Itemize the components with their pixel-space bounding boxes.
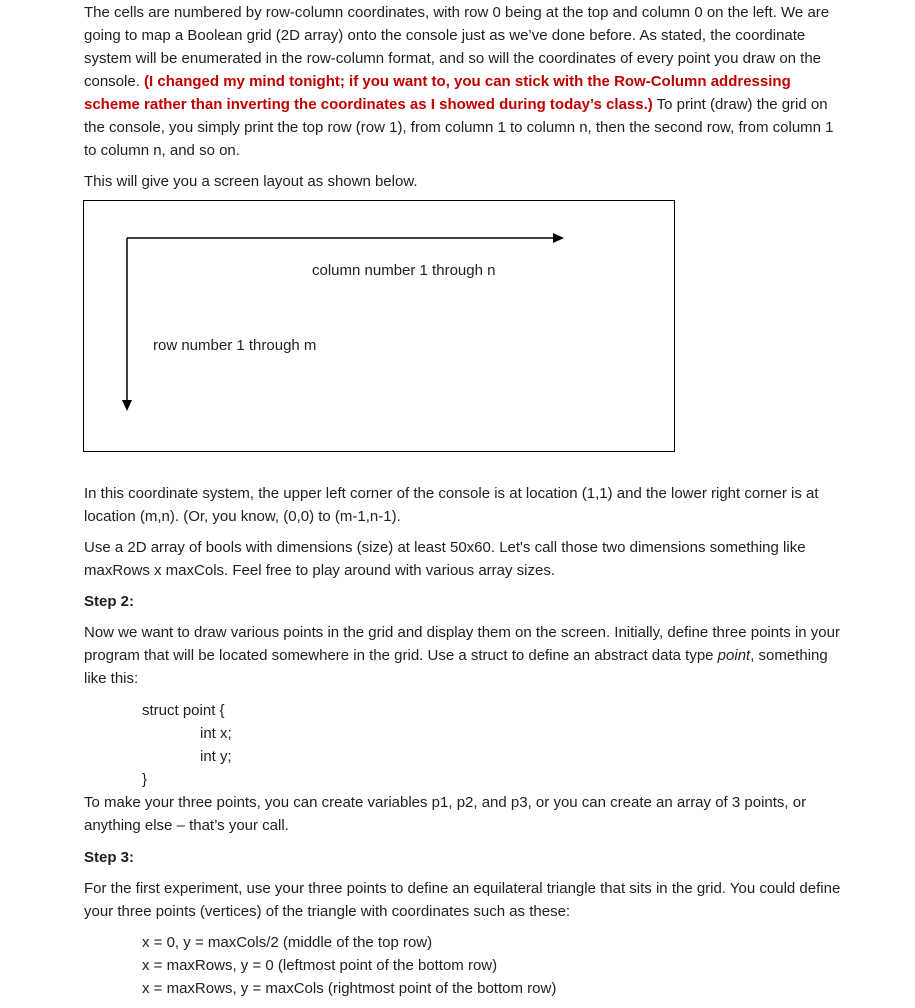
code-int-x: int x; bbox=[200, 725, 232, 742]
intro-paragraph bbox=[84, 1, 844, 162]
points-text-b: , something like this: bbox=[84, 647, 828, 687]
intro-red-note: (I changed my mind tonight; if you want to, you can stick with the Row-Column addressing scheme rather than inverting the coordinates as I showed during today’s class.) bbox=[84, 73, 791, 113]
coordinate-diagram bbox=[83, 200, 675, 452]
code-int-y: int y; bbox=[200, 748, 232, 765]
column-arrowhead bbox=[553, 233, 564, 243]
vertex-2: x = maxRows, y = 0 (leftmost point of the bottom row) bbox=[142, 957, 498, 974]
points-text-a: Now we want to draw various points in the grid and display them on the screen. Initially, define three points in your program that will be located somewhere in the grid. Use a struct to define an abstract data type bbox=[84, 624, 840, 664]
row-label: row number 1 through m bbox=[153, 337, 317, 354]
layout-intro-paragraph: This will give you a screen layout as shown below. bbox=[84, 173, 418, 190]
points-paragraph bbox=[84, 621, 844, 690]
intro-text-a: The cells are numbered by row-column coordinates, with row 0 being at the top and column 0 on the left. We are going to map a Boolean grid (2D array) onto the console just as we’ve done before. As stated, the coordinate system will be enumerated in the row-column format, and so will the coordinates of every point you draw on the console. bbox=[84, 4, 830, 90]
vertex-3: x = maxRows, y = maxCols (rightmost point of the bottom row) bbox=[142, 980, 557, 997]
point-term: point bbox=[717, 647, 751, 664]
row-arrowhead bbox=[122, 400, 132, 411]
triangle-paragraph: For the first experiment, use your three points to define an equilateral triangle that sits in the grid. You could define your three points (vertices) of the triangle with coordinates such as these: bbox=[84, 880, 841, 920]
coordinate-paragraph: In this coordinate system, the upper left corner of the console is at location (1,1) and the lower right corner is at location (m,n). (Or, you know, (0,0) to (m-1,n-1). bbox=[84, 485, 819, 525]
diagram-arrows bbox=[84, 201, 674, 451]
intro-text-b: To print (draw) the grid on the console, you simply print the top row (row 1), from column 1 to column n, then the second row, from column 1 to column n, and so on. bbox=[84, 96, 834, 159]
step-3-heading: Step 3: bbox=[84, 849, 135, 866]
code-struct-close: } bbox=[142, 771, 148, 788]
column-label: column number 1 through n bbox=[312, 262, 496, 279]
vertex-1: x = 0, y = maxCols/2 (middle of the top row) bbox=[142, 934, 433, 951]
variables-paragraph: To make your three points, you can create variables p1, p2, and p3, or you can create an array of 3 points, or anything else – that’s your call. bbox=[84, 794, 807, 834]
code-struct-open: struct point { bbox=[142, 702, 225, 719]
step-2-heading: Step 2: bbox=[84, 593, 135, 610]
array-paragraph: Use a 2D array of bools with dimensions (size) at least 50x60. Let's call those two dimensions something like maxRows x maxCols. Feel free to play around with various array sizes. bbox=[84, 539, 806, 579]
